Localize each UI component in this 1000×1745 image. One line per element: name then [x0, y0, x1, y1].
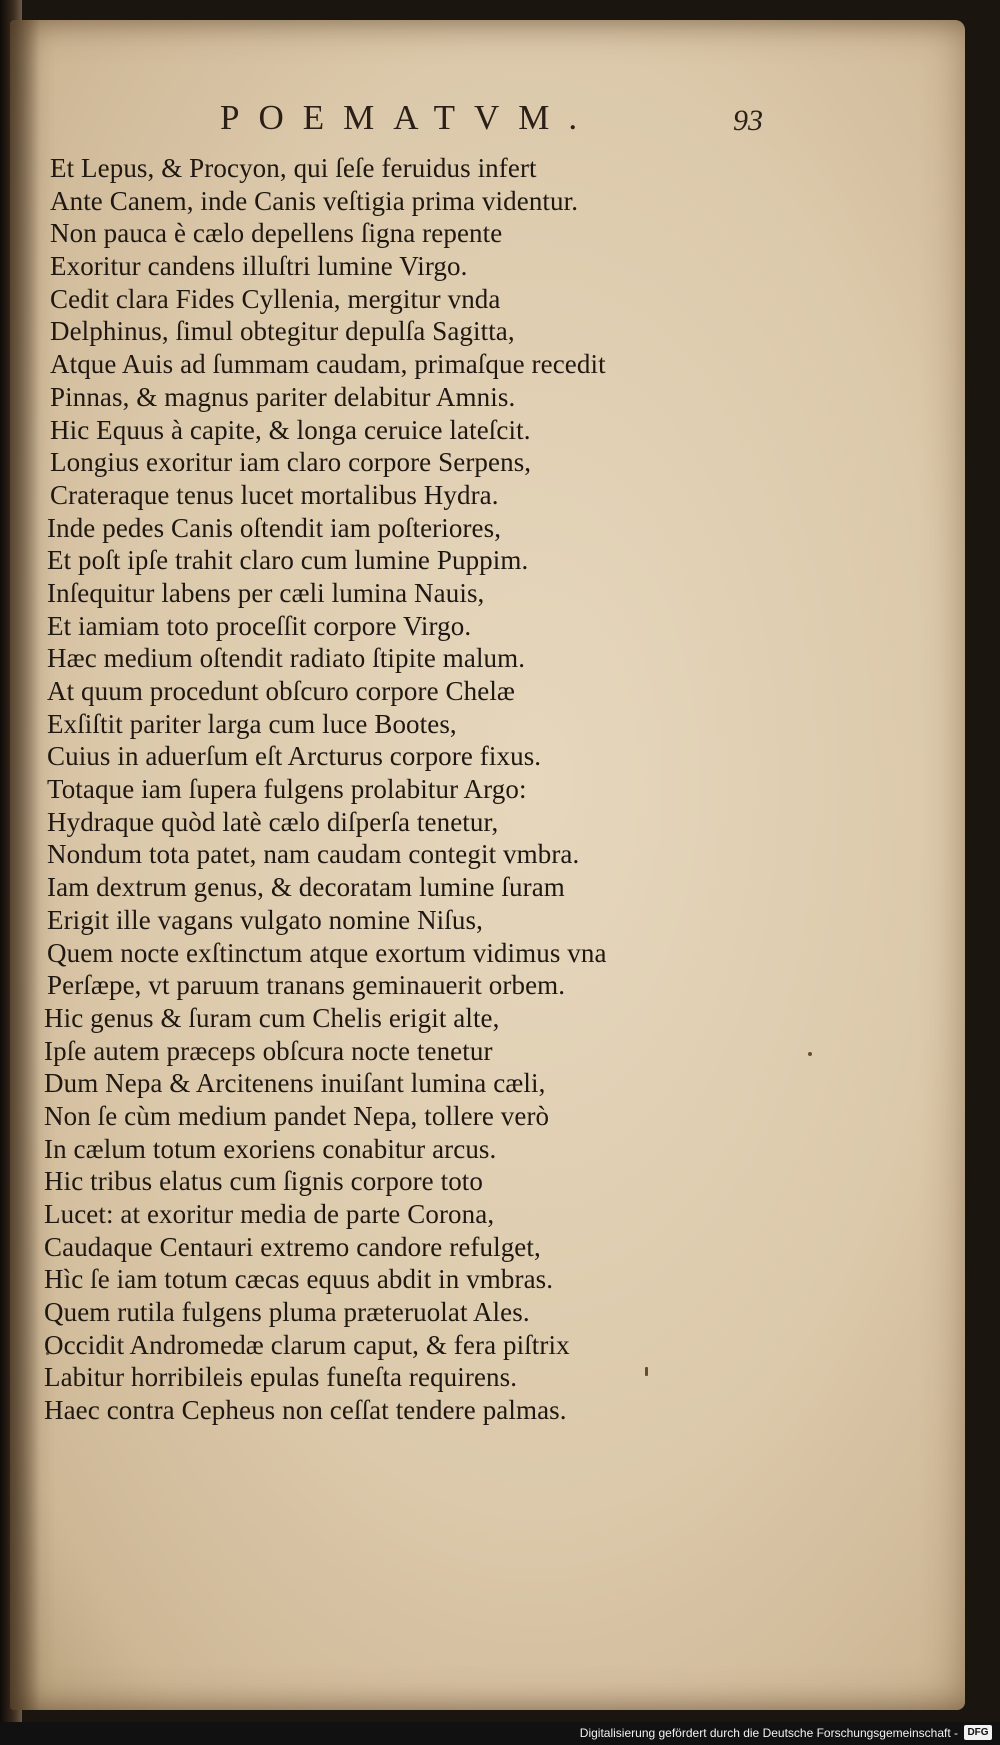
running-head: POEMATVM. [220, 98, 597, 137]
verse-line: Longius exoritur iam claro corpore Serpens, [50, 447, 532, 478]
verse-line: Labitur horribileis epulas funeſta requirens. [44, 1362, 518, 1393]
verse-line: Hic tribus elatus cum ſignis corpore toto [44, 1166, 484, 1197]
verse-line: Hìc ſe iam totum cæcas equus abdit in vmbras. [44, 1264, 554, 1295]
verse-line: Et Lepus, & Procyon, qui ſeſe feruidus infert [50, 153, 537, 183]
verse-line: Atque Auis ad ſummam caudam, primaſque recedit [50, 349, 606, 380]
funding-credit: Digitalisierung gefördert durch die Deutsche Forschungsgemeinschaft - [579, 1726, 958, 1740]
verse-line: Erigit ille vagans vulgato nomine Niſus, [47, 904, 483, 935]
verse-line: Pinnas, & magnus pariter delabitur Amnis. [50, 381, 516, 412]
verse-line: Totaque iam ſupera fulgens prolabitur Argo: [47, 774, 527, 805]
verse-line: Ante Canem, inde Canis veſtigia prima videntur. [50, 185, 579, 216]
verse-text [44, 152, 924, 1427]
verse-line: Cedit clara Fides Cyllenia, mergitur vnda [50, 283, 501, 314]
page-number: 93 [733, 104, 763, 137]
verse-line: Hic Equus à capite, & longa ceruice lateſcit. [50, 414, 531, 445]
verse-line: Dum Nepa & Arcitenens inuiſant lumina cæli, [44, 1068, 546, 1099]
verse-line: In cælum totum exoriens conabitur arcus. [44, 1133, 497, 1164]
verse-line: Non pauca è cælo depellens ſigna repente [50, 218, 503, 249]
page-header [0, 98, 1000, 148]
verse-line: Delphinus, ſimul obtegitur depulſa Sagitta, [50, 316, 515, 347]
verse-line: Et poſt ipſe trahit claro cum lumine Puppim. [47, 545, 529, 576]
dfg-logo: DFG [964, 1725, 992, 1740]
verse-line: Crateraque tenus lucet mortalibus Hydra. [50, 479, 499, 510]
verse-line: Exoritur candens illuſtri lumine Virgo. [50, 251, 468, 282]
verse-line: Quem rutila fulgens pluma præteruolat Ales. [44, 1297, 530, 1328]
verse-line: Quem nocte exſtinctum atque exortum vidimus vna [47, 937, 607, 968]
verse-line: Iam dextrum genus, & decoratam lumine ſuram [47, 872, 565, 903]
verse-line: Occidit Andromedæ clarum caput, & fera piſtrix [44, 1329, 570, 1360]
verse-line: Ipſe autem præceps obſcura nocte tenetur [44, 1035, 493, 1066]
verse-line: Exſiſtit pariter larga cum luce Bootes, [47, 708, 457, 739]
verse-line: Hydraque quòd latè cælo diſperſa tenetur, [47, 806, 499, 837]
verse-line: Lucet: at exoritur media de parte Corona, [44, 1199, 495, 1229]
verse-line: Hæc medium oſtendit radiato ſtipite malum. [47, 643, 526, 674]
verse-line: Caudaque Centauri extremo candore refulget, [44, 1231, 541, 1262]
verse-line: Nondum tota patet, nam caudam contegit vmbra. [47, 839, 580, 870]
verse-line: At quum procedunt obſcuro corpore Chelæ [47, 676, 516, 706]
verse-line: Perſæpe, vt paruum tranans geminauerit orbem. [47, 970, 566, 1001]
verse-line: Hic genus & ſuram cum Chelis erigit alte, [44, 1002, 500, 1033]
digitization-footer [0, 1722, 1000, 1745]
verse-line: Cuius in aduerſum eſt Arcturus corpore fixus. [47, 741, 542, 772]
verse-line: Haec contra Cepheus non ceſſat tendere palmas. [44, 1395, 567, 1426]
verse-line: Non ſe cùm medium pandet Nepa, tollere verò [44, 1100, 550, 1131]
verse-line: Et iamiam toto proceſſit corpore Virgo. [47, 610, 472, 641]
verse-line: Inſequitur labens per cæli lumina Nauis, [47, 577, 485, 608]
verse-line: Inde pedes Canis oſtendit iam poſteriores, [47, 512, 502, 543]
